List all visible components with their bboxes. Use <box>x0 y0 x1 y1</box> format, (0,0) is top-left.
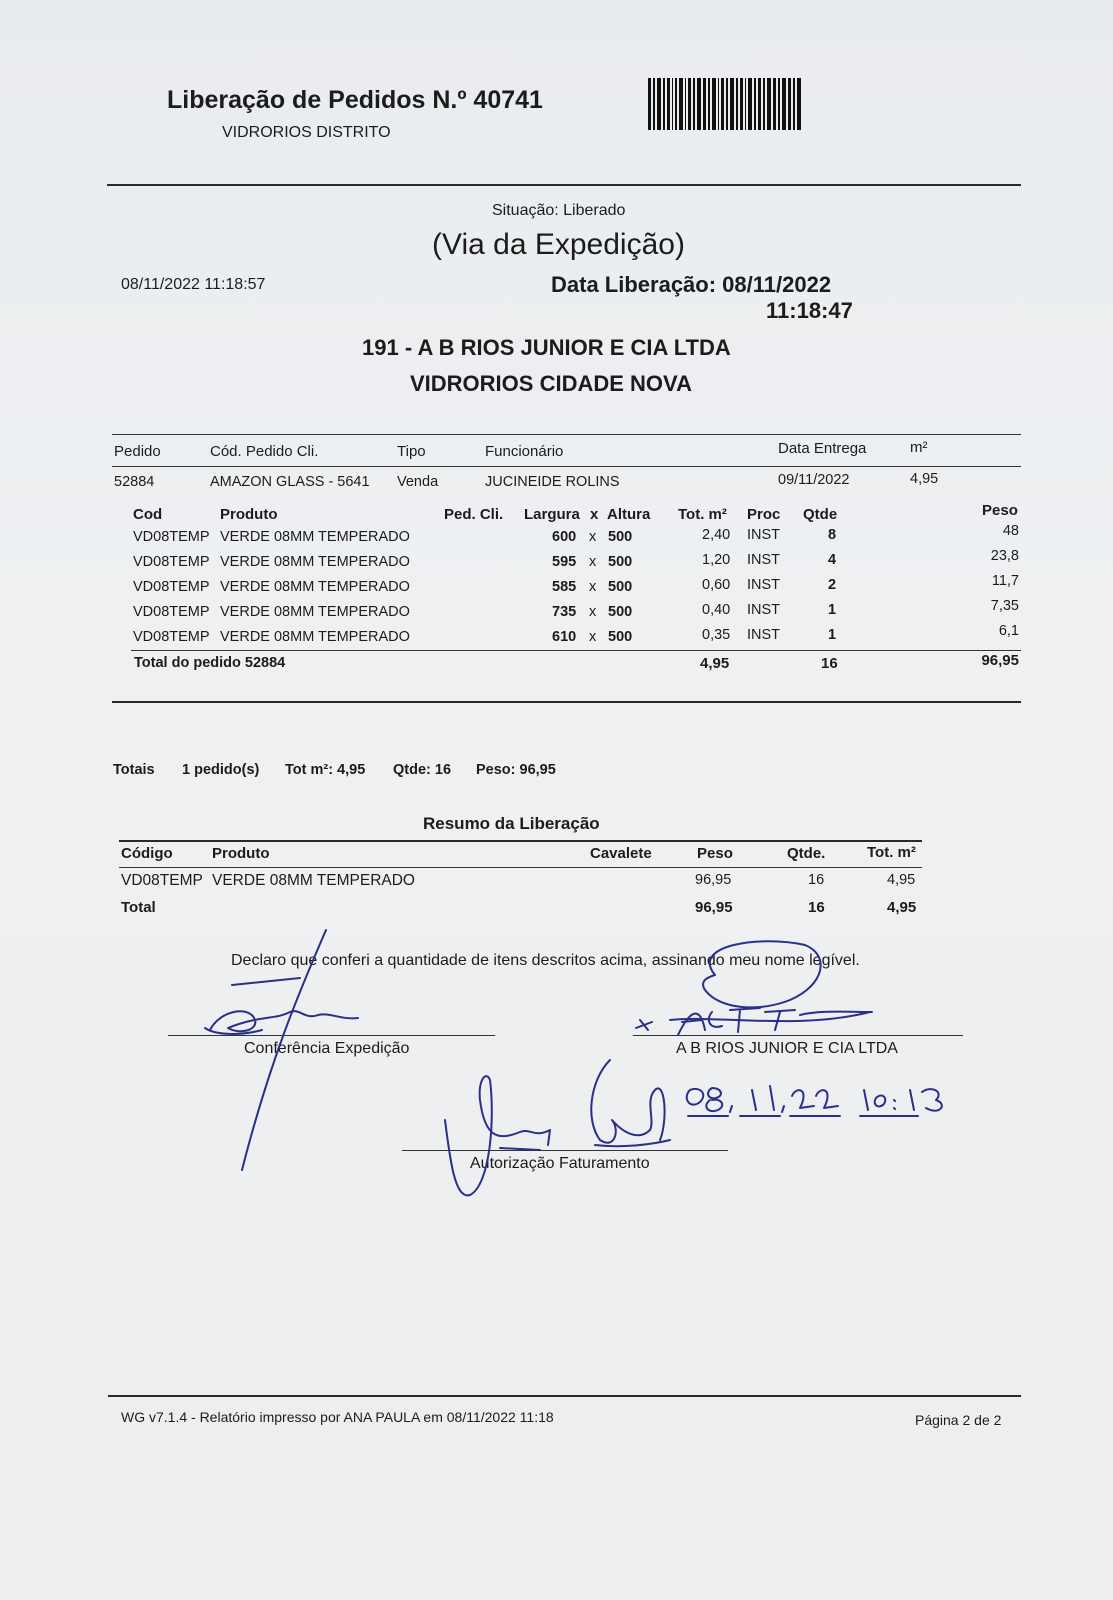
item-altura: 500 <box>608 579 633 595</box>
item-produto: VERDE 08MM TEMPERADO <box>220 529 410 545</box>
declaration-text: Declaro que conferi a quantidade de itens descritos acima, assinando meu nome legível. <box>231 952 860 969</box>
item-proc: INST <box>747 527 781 543</box>
item-peso: 7,35 <box>990 598 1019 614</box>
item-x: x <box>589 629 597 645</box>
item-proc: INST <box>747 602 781 618</box>
client-store: VIDRORIOS CIDADE NOVA <box>410 371 692 396</box>
resumo-header-produto: Produto <box>212 845 270 862</box>
item-x: x <box>589 529 597 545</box>
item-produto: VERDE 08MM TEMPERADO <box>220 604 410 620</box>
resumo-peso: 96,95 <box>695 872 732 888</box>
item-produto: VERDE 08MM TEMPERADO <box>220 579 410 595</box>
item-proc: INST <box>747 552 781 568</box>
header-tipo: Tipo <box>397 443 426 460</box>
resumo-header-cavalete: Cavalete <box>590 845 652 862</box>
item-cod: VD08TEMP <box>133 629 210 645</box>
item-largura: 600 <box>552 529 577 545</box>
item-qtde: 8 <box>828 527 837 543</box>
client-name: 191 - A B RIOS JUNIOR E CIA LTDA <box>362 335 731 360</box>
header-funcionario: Funcionário <box>485 443 564 460</box>
item-qtde: 1 <box>828 627 837 643</box>
item-header-produto: Produto <box>220 506 278 523</box>
item-cod: VD08TEMP <box>133 604 210 620</box>
item-qtde: 2 <box>828 577 837 593</box>
item-tot-m2: 0,35 <box>702 627 731 643</box>
order-total-qtde: 16 <box>821 655 838 672</box>
resumo-qtde: 16 <box>808 872 825 888</box>
totais-peso: Peso: 96,95 <box>476 762 556 778</box>
item-peso: 48 <box>1002 523 1019 539</box>
order-m2: 4,95 <box>910 471 939 487</box>
item-header-altura: Altura <box>607 506 651 523</box>
totais-pedidos: 1 pedido(s) <box>182 762 260 778</box>
item-header-x: x <box>590 506 599 523</box>
item-tot-m2: 0,60 <box>702 577 731 593</box>
resumo-title: Resumo da Liberação <box>423 814 600 833</box>
company-name: VIDRORIOS DISTRITO <box>222 124 391 141</box>
order-total-m2: 4,95 <box>700 655 730 672</box>
item-cod: VD08TEMP <box>133 579 210 595</box>
item-largura: 735 <box>552 604 577 620</box>
item-altura: 500 <box>608 529 633 545</box>
order-data-entrega: 09/11/2022 <box>778 472 850 488</box>
copy-type: (Via da Expedição) <box>432 228 685 261</box>
release-date: Data Liberação: 08/11/2022 <box>551 272 832 297</box>
item-largura: 610 <box>552 629 577 645</box>
item-x: x <box>589 579 597 595</box>
item-header-ped-cli: Ped. Cli. <box>444 506 504 523</box>
resumo-header-codigo: Código <box>121 845 173 862</box>
item-header-peso: Peso <box>982 502 1018 519</box>
item-peso: 11,7 <box>991 573 1019 589</box>
item-produto: VERDE 08MM TEMPERADO <box>220 554 410 570</box>
header-data-entrega: Data Entrega <box>778 440 867 457</box>
header-pedido: Pedido <box>114 443 161 460</box>
signature-label-company: A B RIOS JUNIOR E CIA LTDA <box>676 1040 898 1057</box>
resumo-tot-m2: 4,95 <box>887 872 916 888</box>
item-tot-m2: 1,20 <box>702 552 731 568</box>
item-altura: 500 <box>608 629 633 645</box>
item-x: x <box>589 604 597 620</box>
totais-label: Totais <box>113 762 155 778</box>
resumo-total-qtde: 16 <box>808 899 825 916</box>
item-qtde: 4 <box>828 552 837 568</box>
signature-label-autorizacao: Autorização Faturamento <box>470 1155 650 1172</box>
header-m2: m² <box>910 439 928 456</box>
item-x: x <box>589 554 597 570</box>
item-peso: 6,1 <box>998 623 1019 639</box>
order-tipo: Venda <box>397 474 439 490</box>
footer-page-number: Página 2 de 2 <box>915 1412 1002 1428</box>
signature-label-conferencia: Conferência Expedição <box>244 1040 410 1057</box>
order-pedido: 52884 <box>114 474 155 490</box>
item-altura: 500 <box>608 604 633 620</box>
order-cod-pedido-cli: AMAZON GLASS - 5641 <box>210 474 370 490</box>
footer-divider <box>108 1395 1021 1397</box>
item-header-tot-m2: Tot. m² <box>678 506 727 523</box>
resumo-total-peso: 96,95 <box>695 899 733 916</box>
order-total-label: Total do pedido 52884 <box>134 655 286 671</box>
item-qtde: 1 <box>828 602 837 618</box>
resumo-total-tot-m2: 4,95 <box>887 899 917 916</box>
item-largura: 595 <box>552 554 577 570</box>
document-title: Liberação de Pedidos N.º 40741 <box>167 86 543 114</box>
resumo-header-qtde: Qtde. <box>787 845 826 862</box>
totais-m2: Tot m²: 4,95 <box>285 762 366 778</box>
item-tot-m2: 0,40 <box>702 602 731 618</box>
item-header-qtde: Qtde <box>803 506 838 523</box>
item-largura: 585 <box>552 579 577 595</box>
item-header-cod: Cod <box>133 506 163 523</box>
item-header-proc: Proc <box>747 506 781 523</box>
status-text: Situação: Liberado <box>492 202 626 219</box>
item-produto: VERDE 08MM TEMPERADO <box>220 629 410 645</box>
item-altura: 500 <box>608 554 633 570</box>
item-proc: INST <box>747 627 781 643</box>
resumo-produto: VERDE 08MM TEMPERADO <box>212 872 415 889</box>
item-proc: INST <box>747 577 781 593</box>
item-tot-m2: 2,40 <box>702 527 731 543</box>
item-cod: VD08TEMP <box>133 554 210 570</box>
totais-qtde: Qtde: 16 <box>393 762 452 778</box>
print-datetime: 08/11/2022 11:18:57 <box>121 276 266 293</box>
item-peso: 23,8 <box>990 548 1019 564</box>
resumo-header-tot-m2: Tot. m² <box>867 844 916 861</box>
release-time: 11:18:47 <box>766 298 853 323</box>
item-cod: VD08TEMP <box>133 529 210 545</box>
header-cod-pedido-cli: Cód. Pedido Cli. <box>210 443 319 460</box>
order-total-peso: 96,95 <box>981 652 1019 669</box>
resumo-total-label: Total <box>121 899 156 916</box>
footer-left: WG v7.1.4 - Relatório impresso por ANA PAULA em 08/11/2022 11:18 <box>121 1409 554 1425</box>
resumo-codigo: VD08TEMP <box>121 872 203 889</box>
item-header-largura: Largura <box>524 506 580 523</box>
resumo-header-peso: Peso <box>697 845 733 862</box>
order-funcionario: JUCINEIDE ROLINS <box>485 474 620 490</box>
